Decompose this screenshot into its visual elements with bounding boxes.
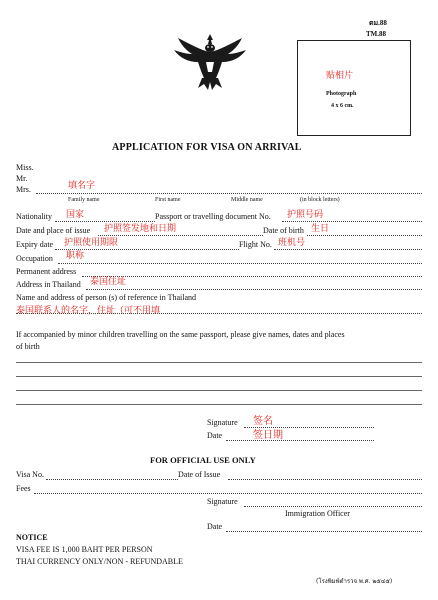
passport-hint: 护照号码: [287, 210, 324, 220]
date-place-issue-field[interactable]: [98, 235, 263, 236]
children-note-line2: of birth: [16, 342, 40, 351]
date-of-birth-field[interactable]: [307, 235, 422, 236]
label-date-place-issue: Date and place of issue: [16, 226, 91, 235]
label-date: Date: [207, 431, 223, 440]
name-hint: 填名字: [68, 181, 96, 191]
address-thailand-hint: 泰国住址: [90, 277, 127, 287]
visa-no-field[interactable]: [46, 479, 178, 480]
children-line-1[interactable]: [16, 362, 422, 363]
date-place-issue-hint: 护照签发地和日期: [104, 224, 177, 234]
label-mrs: Mrs.: [16, 185, 31, 194]
permanent-address-field[interactable]: [82, 276, 422, 277]
form-code-tm: TM.88: [366, 30, 387, 38]
label-expiry: Expiry date: [16, 240, 54, 249]
children-line-4[interactable]: [16, 404, 422, 405]
label-fees: Fees: [16, 484, 31, 493]
official-use-heading: FOR OFFICIAL USE ONLY: [150, 455, 256, 465]
date-of-birth-hint: 生日: [311, 224, 330, 234]
date-of-issue-field[interactable]: [228, 479, 422, 480]
label-date-of-issue: Date of Issue: [178, 470, 221, 479]
label-passport: Passport or travelling document No.: [155, 212, 271, 221]
flight-field[interactable]: [274, 249, 422, 250]
notice-heading: NOTICE: [16, 533, 48, 542]
reference-field[interactable]: [16, 313, 422, 314]
label-visa-no: Visa No.: [16, 470, 44, 479]
label-officer-date: Date: [207, 522, 223, 531]
col-block-letters: (in block letters): [300, 197, 340, 203]
fees-field[interactable]: [34, 493, 422, 494]
label-officer-signature: Signature: [207, 497, 238, 506]
occupation-hint: 职称: [66, 251, 85, 261]
photo-chinese-label: 贴相片: [326, 71, 354, 81]
children-note-line1: If accompanied by minor children travelling on the same passport, please give names, dates and places: [16, 330, 345, 339]
label-occupation: Occupation: [16, 254, 53, 263]
photo-size: 4 x 6 cm.: [331, 103, 354, 109]
expiry-hint: 护照使用期限: [64, 238, 119, 248]
page-title: APPLICATION FOR VISA ON ARRIVAL: [112, 142, 302, 153]
photo-box: [297, 40, 411, 136]
reference-hint: 泰国联系人的名字，住址（可不用填: [16, 306, 161, 316]
printer-note: (โรงพิมพ์ตำรวจ พ.ศ. ๒๕๔๕): [316, 578, 393, 585]
label-nationality: Nationality: [16, 212, 52, 221]
col-family-name: Family name: [68, 197, 100, 203]
notice-line1: VISA FEE IS 1,000 BAHT PER PERSON: [16, 545, 153, 554]
label-flight: Flight No.: [239, 240, 272, 249]
date-field[interactable]: [226, 440, 374, 441]
label-reference: Name and address of person (s) of reference in Thailand: [16, 293, 196, 302]
label-mr: Mr.: [16, 174, 28, 183]
col-first-name: First name: [155, 197, 181, 203]
nationality-hint: 国家: [66, 210, 85, 220]
form-code-thai: ตม.88: [369, 19, 387, 27]
label-permanent-address: Permanent address: [16, 267, 77, 276]
address-thailand-field[interactable]: [86, 289, 422, 290]
photo-label: Photograph: [326, 91, 357, 97]
officer-date-field[interactable]: [226, 531, 422, 532]
officer-signature-field[interactable]: [244, 506, 422, 507]
notice-line2: THAI CURRENCY ONLY/NON - REFUNDABLE: [16, 557, 183, 566]
children-line-2[interactable]: [16, 376, 422, 377]
flight-hint: 班机号: [278, 238, 306, 248]
signature-hint: 签名: [253, 416, 273, 427]
passport-field[interactable]: [282, 221, 422, 222]
label-immigration-officer: Immigration Officer: [285, 509, 350, 518]
name-field[interactable]: [36, 193, 422, 194]
label-miss: Miss.: [16, 163, 34, 172]
garuda-emblem: [170, 32, 250, 92]
col-middle-name: Middle name: [231, 197, 263, 203]
children-line-3[interactable]: [16, 390, 422, 391]
occupation-field[interactable]: [58, 263, 422, 264]
label-date-of-birth: Date of birth: [263, 226, 304, 235]
label-address-thailand: Address in Thailand: [16, 280, 81, 289]
label-signature: Signature: [207, 418, 238, 427]
date-hint: 签日期: [253, 430, 283, 441]
